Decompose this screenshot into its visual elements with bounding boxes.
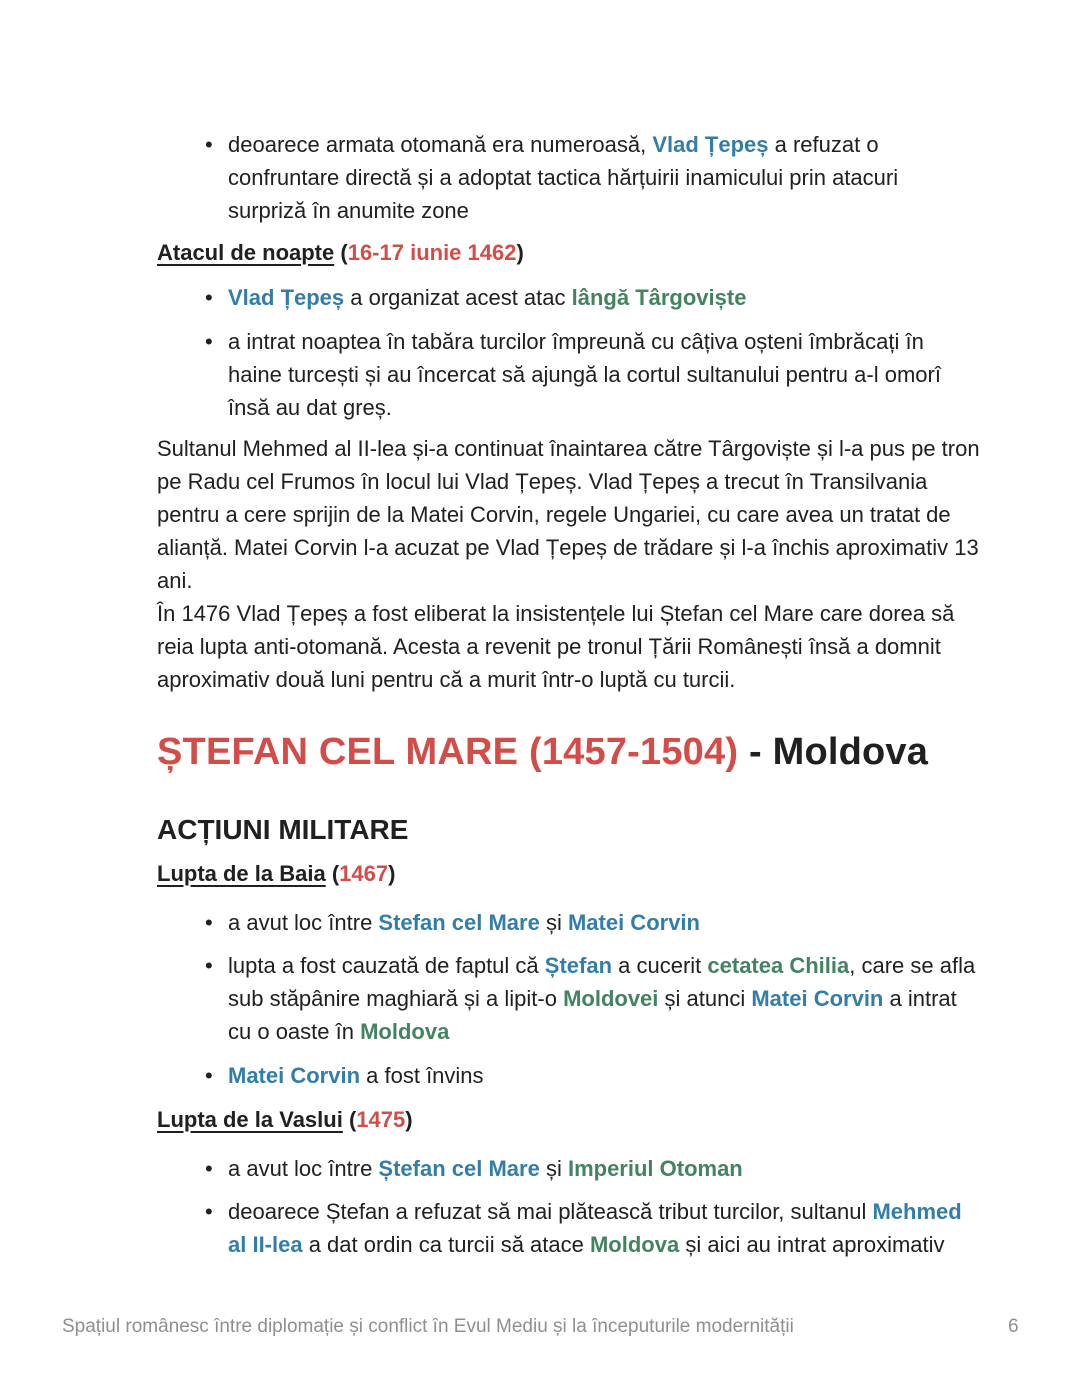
text-segment: În 1476 Vlad Țepeș a fost eliberat la insistențele lui Ștefan cel Mare care dorea să [157,601,955,626]
text-segment: deoarece Ștefan a refuzat să mai plătească tribut turcilor, sultanul [228,1199,873,1224]
text-segment: și atunci [658,986,752,1011]
text-line [228,949,975,982]
text-line [157,1103,413,1136]
highlighted-term: Ștefan [544,953,613,978]
bullet-item [228,949,975,1048]
text-segment: a fost învins [360,1063,484,1088]
page-title [157,729,928,775]
text-line [157,465,980,498]
text-segment: Lupta de la Baia [157,861,326,886]
text-segment: pentru a cere sprijin de la Matei Corvin, regele Ungariei, cu care avea un tratat de [157,502,951,527]
highlighted-term: Matei Corvin [567,910,700,935]
highlighted-term: lângă Târgoviște [571,285,747,310]
text-segment: și aici au intrat aproximativ [679,1232,945,1257]
bullet-item [228,325,941,424]
text-line [228,1059,484,1092]
highlighted-term: Ștefan cel Mare [378,1156,540,1181]
highlighted-term: 16-17 iunie 1462 [347,240,517,265]
highlighted-term: 1475 [356,1107,406,1132]
text-segment: Lupta de la Vaslui [157,1107,343,1132]
text-segment: ) [388,861,396,886]
text-segment: lupta a fost cauzată de faptul că [228,953,545,978]
text-line [228,982,975,1015]
highlighted-term: Vlad Țepeș [652,132,769,157]
highlighted-term: Matei Corvin [751,986,884,1011]
text-line [228,128,898,161]
footer-title: Spațiul românesc între diplomație și conflict în Evul Mediu și la începuturile modernității [62,1316,794,1337]
text-segment: și [539,1156,568,1181]
text-segment: Sultanul Mehmed al II-lea și-a continuat înaintarea către Târgoviște și l-a pus pe tron [157,436,980,461]
text-line [157,498,980,531]
text-segment: a intrat noaptea în tabăra turcilor împreună cu câțiva oșteni îmbrăcați în [228,329,924,354]
subheading-lupta-de-la-vaslui [157,1103,413,1136]
text-segment: ( [342,1107,357,1132]
text-segment: confruntare directă și a adoptat tactica hărțuirii inamicului prin atacuri [228,165,899,190]
text-segment: a dat ordin ca turcii să atace [302,1232,590,1257]
highlighted-term: al II-lea [228,1232,303,1257]
bullet-item [228,906,700,939]
subheading-atacul-de-noapte [157,236,524,269]
text-segment: ) [405,1107,413,1132]
bullet-item [228,1152,743,1185]
highlighted-term: ȘTEFAN CEL MARE (1457-1504) [157,731,739,773]
highlighted-term: cetatea Chilia [707,953,850,978]
bullet-item [228,1195,962,1261]
text-segment: aproximativ două luni pentru că a murit într-o luptă cu turcii. [157,667,736,692]
highlighted-term: Imperiul Otoman [567,1156,743,1181]
text-line [157,813,408,847]
text-segment: deoarece armata otomană era numeroasă, [228,132,653,157]
text-line [157,236,524,269]
text-line [228,1015,975,1048]
text-segment: a organizat acest atac [344,285,572,310]
text-line [157,857,395,890]
highlighted-term: Stefan cel Mare [378,910,540,935]
bullet-item [228,1059,484,1092]
text-segment: ani. [157,568,193,593]
text-segment: a cucerit [612,953,708,978]
text-line [157,729,928,775]
text-line [228,391,941,424]
text-segment: surpriză în anumite zone [228,198,469,223]
text-line [228,1195,962,1228]
text-line [228,358,941,391]
text-segment: alianță. Matei Corvin l-a acuzat pe Vlad Țepeș de trădare și l-a închis aproximativ 13 [157,535,979,560]
text-line [228,161,898,194]
page-number: 6 [1008,1316,1019,1337]
text-line [228,906,700,939]
text-segment: a intrat [883,986,957,1011]
subheading-lupta-de-la-baia [157,857,395,890]
text-line [228,325,941,358]
text-segment: reia lupta anti-otomană. Acesta a revenit pe tronul Țării Românești însă a domnit [157,634,941,659]
text-segment: și [539,910,568,935]
paragraph [157,597,954,696]
text-line [157,663,954,696]
text-segment: ( [325,861,340,886]
highlighted-term: Mehmed [872,1199,962,1224]
highlighted-term: Moldova [360,1019,450,1044]
highlighted-term: Vlad Țepeș [228,285,345,310]
text-line [157,564,980,597]
text-line [228,1228,962,1261]
section-heading [157,813,408,847]
highlighted-term: 1467 [339,861,389,886]
text-segment: însă au dat greș. [228,395,392,420]
highlighted-term: Matei Corvin [228,1063,361,1088]
text-line [157,597,954,630]
text-segment: a avut loc între [228,1156,379,1181]
text-line [228,1152,743,1185]
paragraph [157,432,980,597]
text-segment: cu o oaste în [228,1019,361,1044]
text-line [228,194,898,227]
text-segment: ACȚIUNI MILITARE [157,814,409,845]
text-line [157,531,980,564]
text-segment: - Moldova [738,731,929,773]
text-segment: haine turcești și au încercat să ajungă la cortul sultanului pentru a-l omorî [228,362,941,387]
text-segment: a avut loc între [228,910,379,935]
bullet-item [228,281,746,314]
text-line [157,432,980,465]
highlighted-term: Moldova [589,1232,680,1257]
text-segment: Atacul de noapte [157,240,335,265]
text-segment: ( [334,240,348,265]
text-segment: pe Radu cel Frumos în locul lui Vlad Țepeș. Vlad Țepeș a trecut în Transilvania [157,469,928,494]
text-line [228,281,746,314]
text-line [157,630,954,663]
highlighted-term: Moldovei [563,986,659,1011]
text-segment: sub stăpânire maghiară și a lipit-o [228,986,564,1011]
text-segment: a refuzat o [768,132,879,157]
text-segment: , care se afla [849,953,976,978]
text-segment: ) [516,240,524,265]
bullet-item [228,128,898,227]
